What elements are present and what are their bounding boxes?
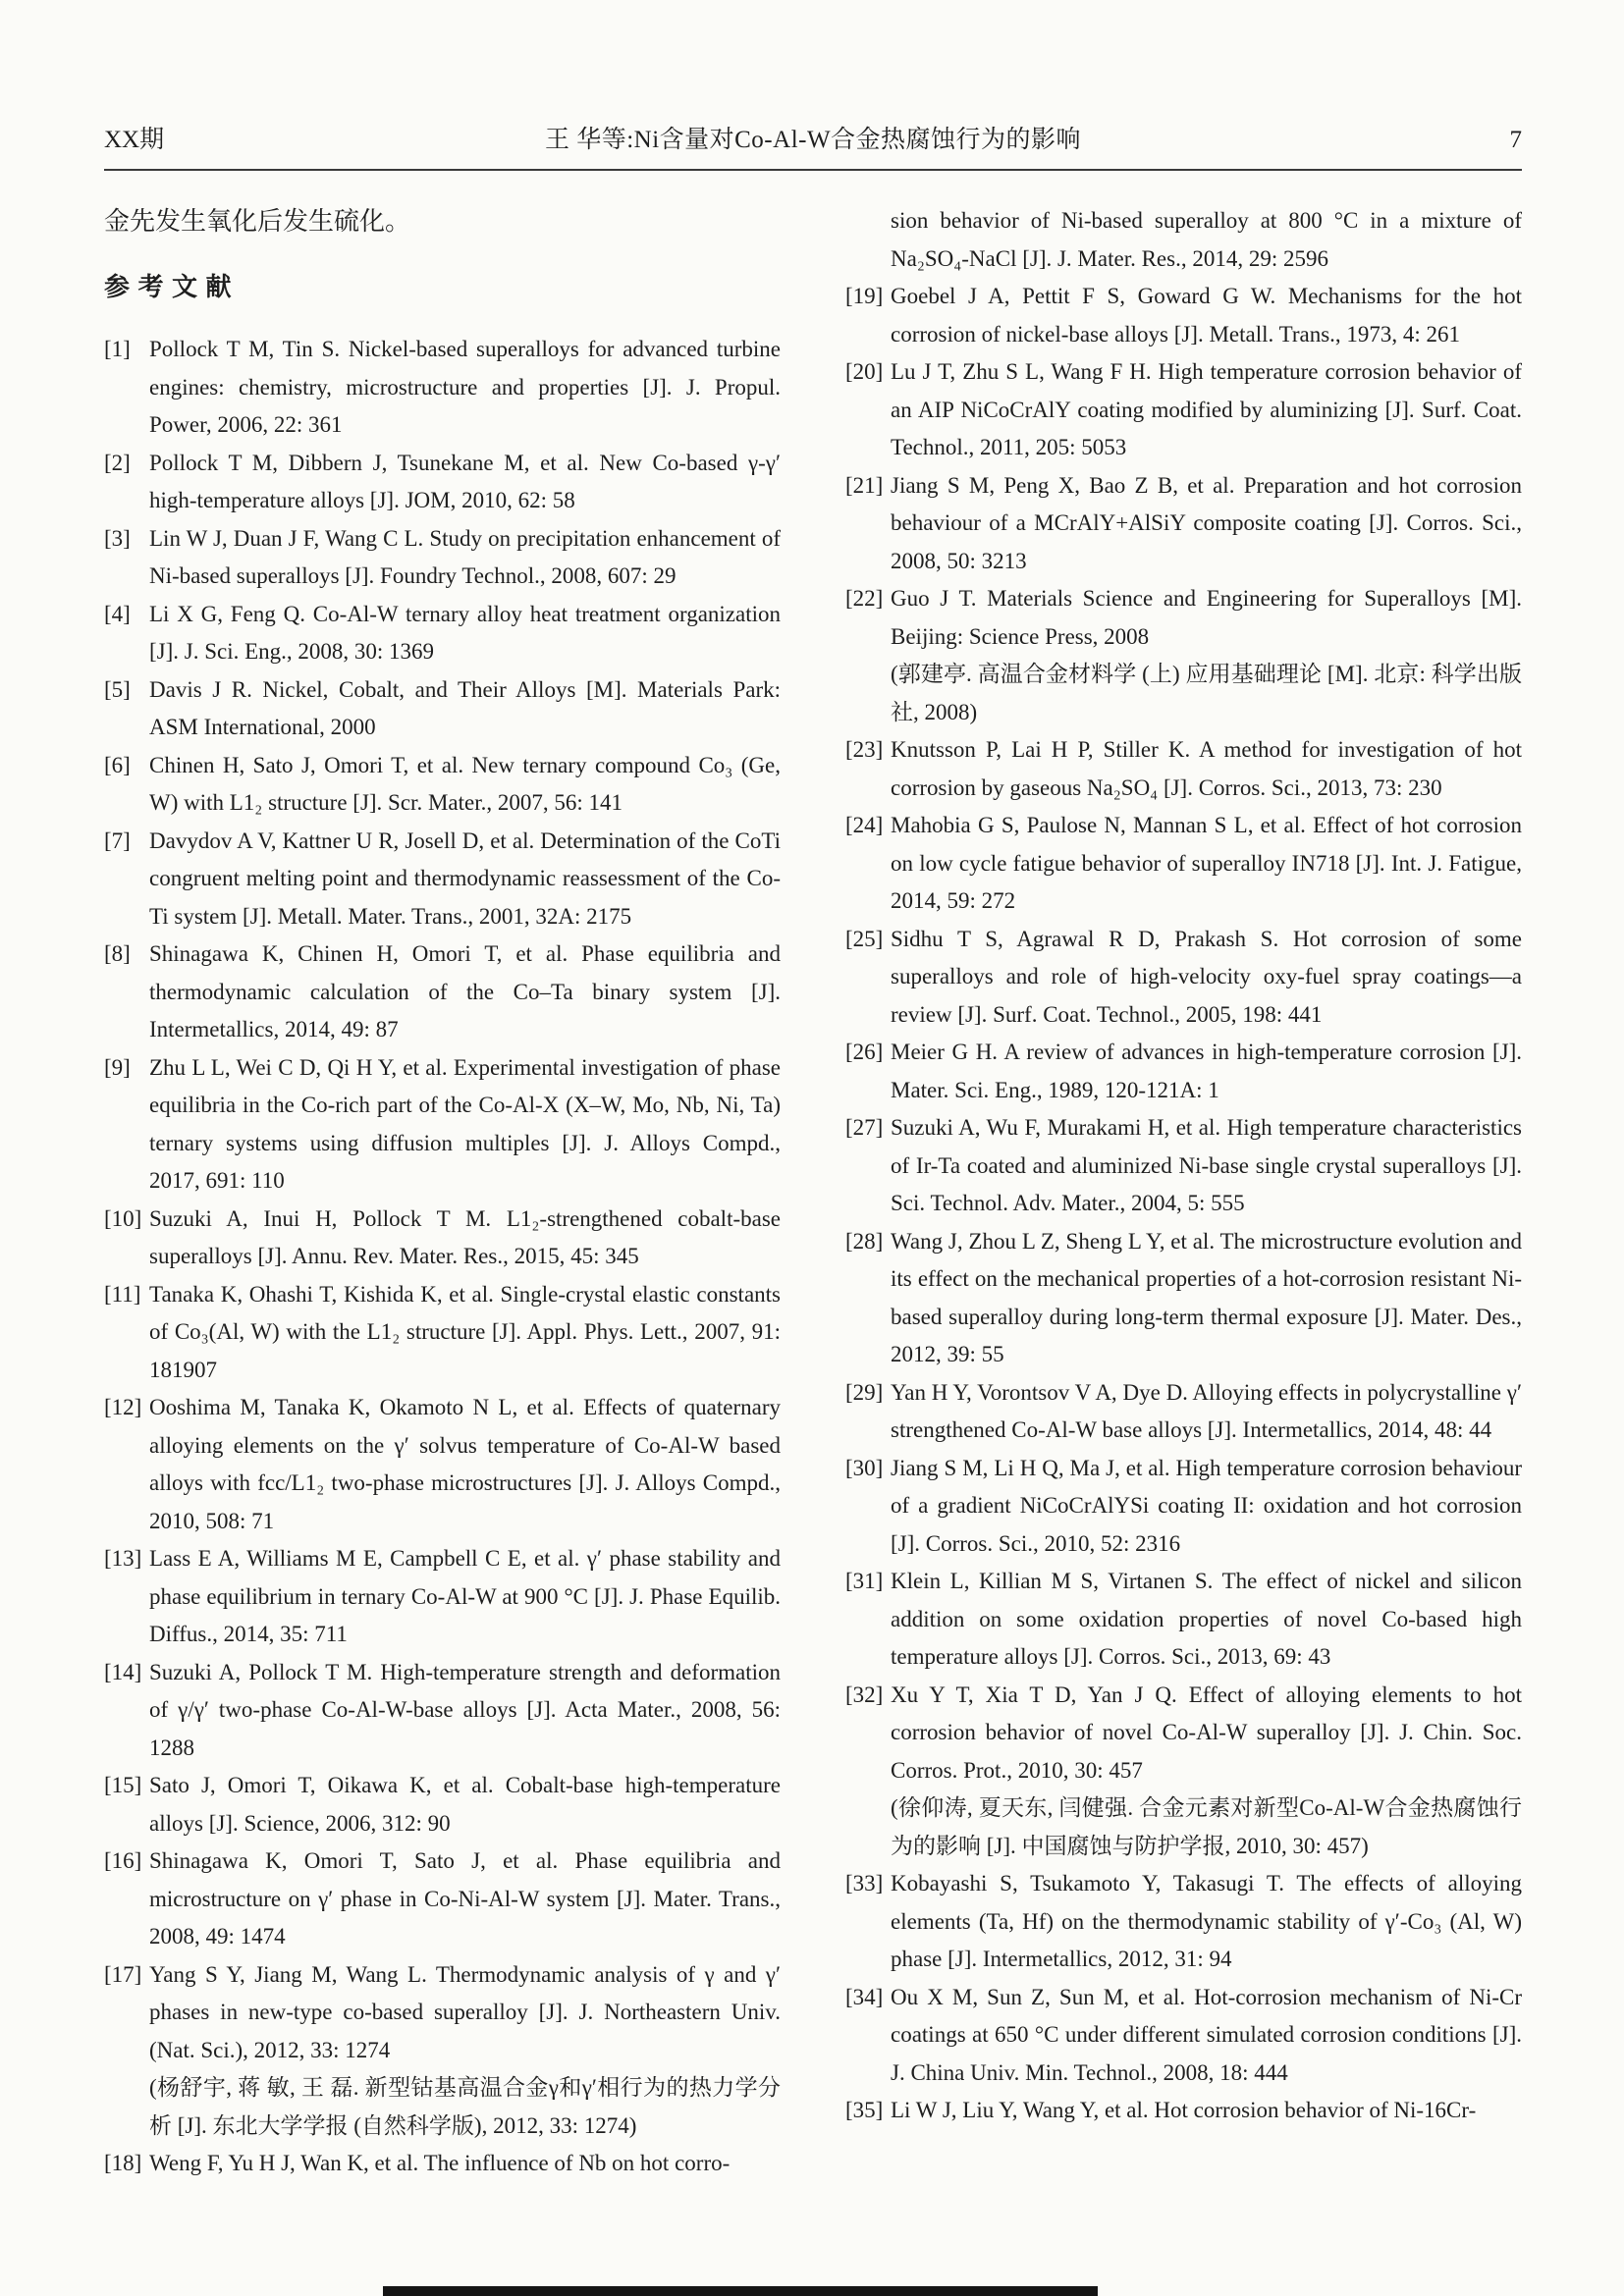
reference-text: sion behavior of Ni-based superalloy at 800 °C in a mixture of Na₂SO₄-NaCl [J]. J. Mater. Res., 2014, 29: 2596: [891, 208, 1522, 271]
reference-entry: [845, 353, 1522, 467]
reference-entry: [104, 823, 781, 936]
reference-entry: [845, 1109, 1522, 1223]
reference-text: Ooshima M, Tanaka K, Okamoto N L, et al. Effects of quaternary alloying elements on the γ′ solvus temperature of Co-Al-W based alloys with fcc/L1₂ two-phase microstructures [J]. J. Alloys Compd., 2010, 508: 71: [149, 1395, 781, 1533]
reference-number: [33]: [845, 1871, 884, 1896]
reference-entry: [104, 1201, 781, 1276]
reference-text: Yan H Y, Vorontsov V A, Dye D. Alloying effects in polycrystalline γ′ strengthened Co-Al-W base alloys [J]. Intermetallics, 2014, 48: 44: [891, 1379, 1522, 1442]
reference-text: Lass E A, Williams M E, Campbell C E, et al. γ′ phase stability and phase equilibrium in ternary Co-Al-W at 900 °C [J]. J. Phase Equilib. Diffus., 2014, 35: 711: [149, 1546, 781, 1646]
reference-text: Lu J T, Zhu S L, Wang F H. High temperature corrosion behavior of an AIP NiCoCrAlY coating modified by aluminizing [J]. Surf. Coat. Technol., 2011, 205: 5053: [891, 359, 1522, 459]
reference-chinese-note: (郭建亭. 高温合金材料学 (上) 应用基础理论 [M]. 北京: 科学出版社, 2008): [891, 662, 1522, 724]
reference-text: Zhu L L, Wei C D, Qi H Y, et al. Experimental investigation of phase equilibria in the Co-rich part of the Co-Al-X (X–W, Mo, Nb, Ni, Ta) ternary systems using diffusion multiples [J]. J. Alloys Compd., 2017, 691: 110: [149, 1054, 781, 1193]
reference-chinese-note: (杨舒宇, 蒋 敏, 王 磊. 新型钴基高温合金γ和γ′相行为的热力学分析 [J]. 东北大学学报 (自然科学版), 2012, 33: 1274): [149, 2075, 781, 2138]
right-column: [845, 202, 1522, 2183]
reference-number: [26]: [845, 1040, 884, 1064]
reference-number: [29]: [845, 1379, 884, 1405]
reference-number: [32]: [845, 1682, 884, 1707]
reference-text: Sidhu T S, Agrawal R D, Prakash S. Hot corrosion of some superalloys and role of high-velocity oxy-fuel spray coatings—a review [J]. Surf. Coat. Technol., 2005, 198: 441: [891, 926, 1522, 1027]
reference-text: Jiang S M, Peng X, Bao Z B, et al. Preparation and hot corrosion behaviour of a MCrAlY+AlSiY composite coating [J]. Corros. Sci., 2008, 50: 3213: [891, 472, 1522, 573]
reference-number: [19]: [845, 284, 884, 308]
reference-text: Shinagawa K, Chinen H, Omori T, et al. Phase equilibria and thermodynamic calculation of the Co–Ta binary system [J]. Intermetallics, 2014, 49: 87: [149, 941, 781, 1041]
page-number: 7: [1509, 127, 1522, 153]
reference-text: Li W J, Liu Y, Wang Y, et al. Hot corrosion behavior of Ni-16Cr-: [891, 2098, 1477, 2122]
reference-entry: [845, 1979, 1522, 2093]
reference-text: Ou X M, Sun Z, Sun M, et al. Hot-corrosion mechanism of Ni-Cr coatings at 650 °C under different simulated corrosion conditions [J]. J. China Univ. Min. Technol., 2008, 18: 444: [891, 1984, 1522, 2085]
reference-text: Goebel J A, Pettit F S, Goward G W. Mechanisms for the hot corrosion of nickel-base alloys [J]. Metall. Trans., 1973, 4: 261: [891, 284, 1522, 347]
reference-text: Mahobia G S, Paulose N, Mannan S L, et al. Effect of hot corrosion on low cycle fatigue behavior of superalloy IN718 [J]. Int. J. Fatigue, 2014, 59: 272: [891, 813, 1522, 913]
reference-number: [18]: [104, 2151, 142, 2175]
reference-text: Davis J R. Nickel, Cobalt, and Their Alloys [M]. Materials Park: ASM International, 2000: [149, 676, 781, 739]
reference-number: [27]: [845, 1115, 884, 1140]
reference-number: [4]: [104, 601, 131, 626]
reference-number: [15]: [104, 1773, 142, 1797]
reference-text: Chinen H, Sato J, Omori T, et al. New ternary compound Co₃ (Ge, W) with L1₂ structure [J]. Scr. Mater., 2007, 56: 141: [149, 752, 781, 815]
reference-text: Lin W J, Duan J F, Wang C L. Study on precipitation enhancement of Ni-based superalloys [J]. Foundry Technol., 2008, 607: 29: [149, 525, 781, 588]
reference-entry: [845, 1223, 1522, 1374]
reference-number: [8]: [104, 941, 131, 966]
body-paragraph: 金先发生氧化后发生硫化。: [104, 207, 411, 236]
reference-number: [11]: [104, 1281, 141, 1307]
reference-text: Klein L, Killian M S, Virtanen S. The effect of nickel and silicon addition on some oxidation properties of novel Co-based high temperature alloys [J]. Corros. Sci., 2013, 69: 43: [891, 1569, 1522, 1669]
reference-entry: [104, 1767, 781, 1842]
reference-text: Shinagawa K, Omori T, Sato J, et al. Phase equilibria and microstructure on γ′ phase in Co-Ni-Al-W system [J]. Mater. Trans., 2008, 49: 1474: [149, 1848, 781, 1949]
reference-entry: [845, 202, 1522, 278]
reference-number: [22]: [845, 586, 884, 611]
reference-number: [14]: [104, 1659, 142, 1684]
reference-number: [28]: [845, 1228, 884, 1254]
reference-text: Kobayashi S, Tsukamoto Y, Takasugi T. The effects of alloying elements (Ta, Hf) on the thermodynamic stability of γ′-Co₃ (Al, W) phase [J]. Intermetallics, 2012, 31: 94: [891, 1871, 1522, 1971]
reference-text: Li X G, Feng Q. Co-Al-W ternary alloy heat treatment organization [J]. J. Sci. Eng., 2008, 30: 1369: [149, 601, 781, 664]
reference-number: [3]: [104, 525, 131, 551]
left-column: [104, 202, 781, 2183]
reference-entry: [104, 1842, 781, 1956]
reference-number: [24]: [845, 813, 884, 837]
reference-text: Guo J T. Materials Science and Engineering for Superalloys [M]. Beijing: Science Press, 2008: [891, 586, 1522, 649]
reference-entry: [104, 1654, 781, 1768]
reference-text: Suzuki A, Pollock T M. High-temperature strength and deformation of γ/γ′ two-phase Co-Al-W-base alloys [J]. Acta Mater., 2008, 56: 1288: [149, 1659, 781, 1760]
reference-entry: [104, 520, 781, 596]
reference-entry: [104, 671, 781, 747]
reference-number: [16]: [104, 1848, 142, 1873]
reference-entry: [845, 1677, 1522, 1866]
reference-number: [13]: [104, 1546, 142, 1571]
reference-entry: [104, 1049, 781, 1201]
reference-number: [7]: [104, 828, 131, 853]
reference-text: Davydov A V, Kattner U R, Josell D, et al. Determination of the CoTi congruent melting point and thermodynamic reassessment of the Co-Ti system [J]. Metall. Mater. Trans., 2001, 32A: 2175: [149, 828, 781, 929]
reference-entry: [845, 2092, 1522, 2130]
reference-text: Pollock T M, Dibbern J, Tsunekane M, et al. New Co-based γ-γ′ high-temperature alloys [J]. JOM, 2010, 62: 58: [149, 450, 781, 512]
reference-number: [5]: [104, 676, 131, 702]
reference-entry: [845, 807, 1522, 921]
reference-text: Weng F, Yu H J, Wan K, et al. The influence of Nb on hot corro-: [149, 2151, 731, 2175]
reference-entry: [845, 278, 1522, 353]
reference-text: Meier G H. A review of advances in high-temperature corrosion [J]. Mater. Sci. Eng., 1989, 120-121A: 1: [891, 1040, 1522, 1102]
reference-entry: [104, 445, 781, 520]
reference-entry: [104, 1540, 781, 1654]
reference-entry: [104, 331, 781, 445]
reference-number: [9]: [104, 1054, 131, 1080]
reference-number: [17]: [104, 1961, 142, 1987]
reference-text: Jiang S M, Li H Q, Ma J, et al. High temperature corrosion behaviour of a gradient NiCoCrAlYSi coating II: oxidation and hot corrosion [J]. Corros. Sci., 2010, 52: 2316: [891, 1455, 1522, 1556]
reference-text: Yang S Y, Jiang M, Wang L. Thermodynamic analysis of γ and γ′ phases in new-type co-based superalloy [J]. J. Northeastern Univ. (Nat. Sci.), 2012, 33: 1274: [149, 1961, 781, 2062]
references-heading: 参 考 文 献: [104, 273, 233, 301]
reference-number: [25]: [845, 926, 884, 951]
page-header: [104, 120, 1522, 171]
reference-text: Tanaka K, Ohashi T, Kishida K, et al. Single-crystal elastic constants of Co₃(Al, W) with the L1₂ structure [J]. Appl. Phys. Lett., 2007, 91: 181907: [149, 1281, 781, 1382]
running-title: 王 华等:Ni含量对Co-Al-W合金热腐蚀行为的影响: [544, 127, 1082, 153]
reference-text: Wang J, Zhou L Z, Sheng L Y, et al. The microstructure evolution and its effect on the mechanical properties of a hot-corrosion resistant Ni-based superalloy during long-term thermal exposure [J]. Mater. Des., 2012, 39: 55: [891, 1228, 1522, 1366]
reference-entry: [845, 921, 1522, 1035]
reference-number: [12]: [104, 1395, 142, 1419]
reference-text: Xu Y T, Xia T D, Yan J Q. Effect of alloying elements to hot corrosion behavior of novel Co-Al-W superalloy [J]. J. Chin. Soc. Corros. Prot., 2010, 30: 457: [891, 1682, 1522, 1783]
reference-number: [20]: [845, 359, 884, 384]
reference-entry: [845, 1374, 1522, 1450]
journal-issue: XX期: [104, 127, 165, 153]
reference-entry: [104, 1956, 781, 2146]
references-list-left: [104, 331, 781, 2183]
reference-number: [10]: [104, 1205, 142, 1231]
reference-number: [35]: [845, 2098, 884, 2122]
reference-chinese-note: (徐仰涛, 夏天东, 闫健强. 合金元素对新型Co-Al-W合金热腐蚀行为的影响 [J]. 中国腐蚀与防护学报, 2010, 30: 457): [891, 1795, 1522, 1858]
reference-text: Sato J, Omori T, Oikawa K, et al. Cobalt-base high-temperature alloys [J]. Science, 2006, 312: 90: [149, 1773, 781, 1836]
reference-entry: [104, 596, 781, 671]
reference-entry: [104, 1276, 781, 1390]
reference-entry: [104, 2145, 781, 2183]
reference-number: [6]: [104, 752, 131, 777]
reference-number: [31]: [845, 1569, 884, 1593]
reference-number: [23]: [845, 737, 884, 762]
reference-number: [34]: [845, 1984, 884, 2009]
reference-text: Knutsson P, Lai H P, Stiller K. A method for investigation of hot corrosion by gaseous Na₂SO₄ [J]. Corros. Sci., 2013, 73: 230: [891, 737, 1522, 800]
page-content: [104, 202, 1522, 2183]
reference-number: [2]: [104, 450, 131, 475]
reference-number: [21]: [845, 472, 884, 498]
reference-number: [30]: [845, 1455, 884, 1480]
reference-entry: [104, 747, 781, 823]
reference-entry: [845, 467, 1522, 581]
reference-entry: [845, 1865, 1522, 1979]
reference-entry: [104, 1389, 781, 1540]
reference-text: Suzuki A, Inui H, Pollock T M. L1₂-strengthened cobalt-base superalloys [J]. Annu. Rev. Mater. Res., 2015, 45: 345: [149, 1205, 781, 1268]
reference-number: [1]: [104, 337, 131, 361]
reference-entry: [845, 1563, 1522, 1677]
reference-entry: [845, 1450, 1522, 1564]
scan-artifact-bar: [383, 2286, 1098, 2296]
reference-text: Pollock T M, Tin S. Nickel-based superalloys for advanced turbine engines: chemistry, microstructure and properties [J]. J. Propul. Power, 2006, 22: 361: [149, 337, 781, 437]
reference-text: Suzuki A, Wu F, Murakami H, et al. High temperature characteristics of Ir-Ta coated and aluminized Ni-base single crystal superalloys [J]. Sci. Technol. Adv. Mater., 2004, 5: 555: [891, 1115, 1522, 1215]
reference-entry: [845, 580, 1522, 731]
reference-entry: [845, 1034, 1522, 1109]
reference-entry: [104, 935, 781, 1049]
reference-entry: [845, 731, 1522, 807]
references-list-right: [845, 202, 1522, 2130]
